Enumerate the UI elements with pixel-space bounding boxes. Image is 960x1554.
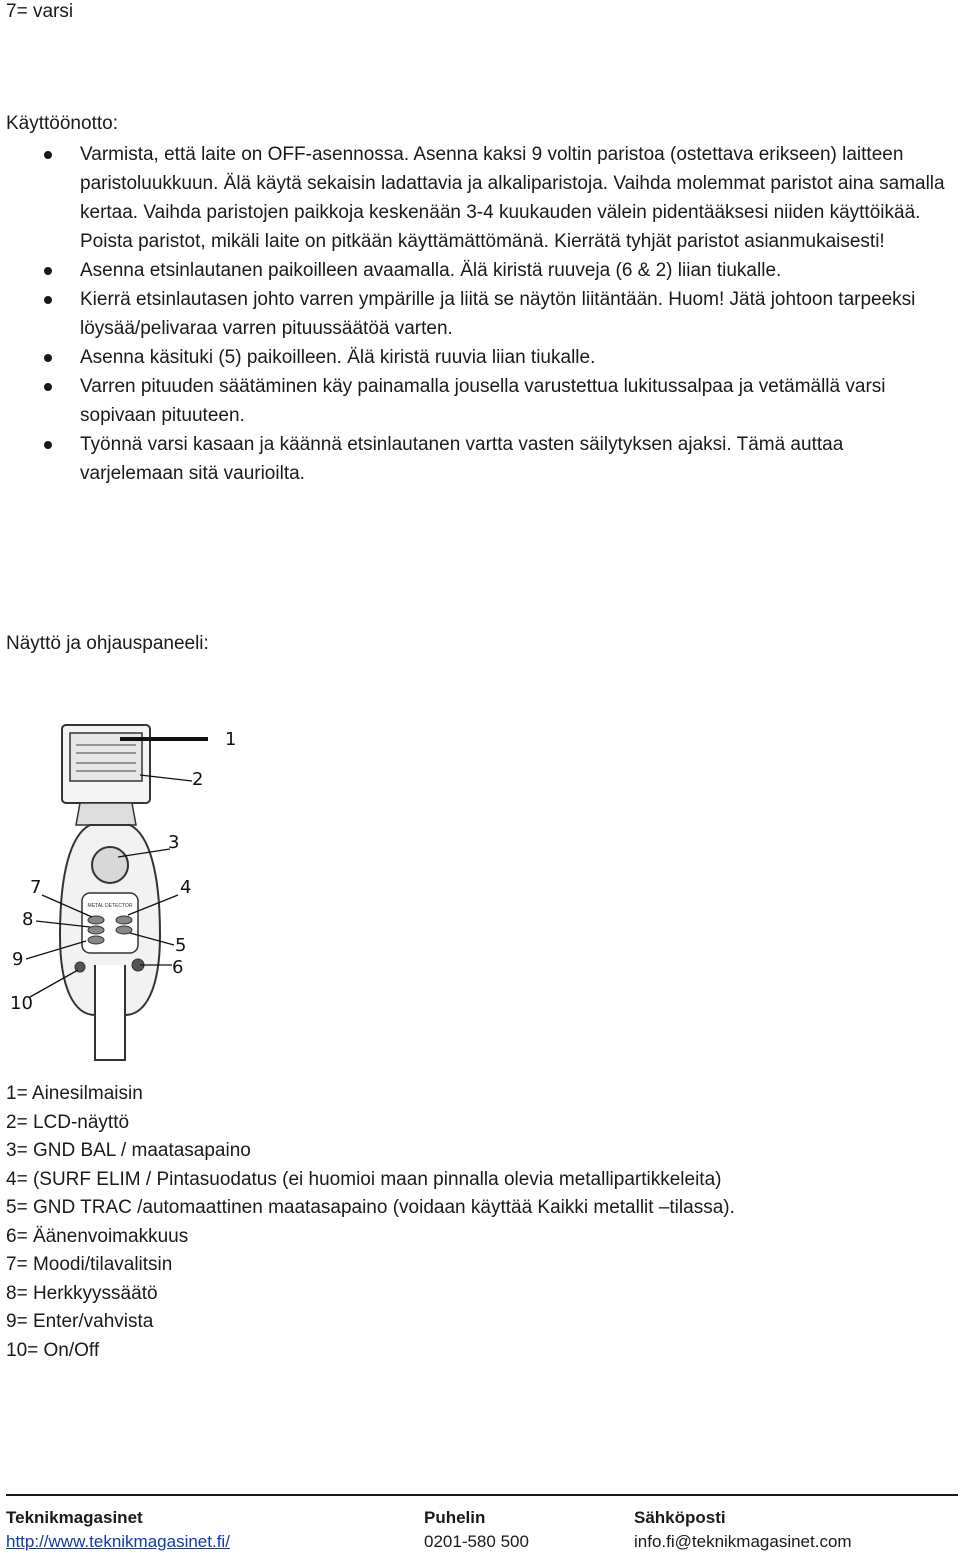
legend-item: 7= Moodi/tilavalitsin: [6, 1254, 173, 1275]
callout-3: 3: [168, 832, 180, 853]
callout-7: 7: [30, 877, 42, 898]
gnd-bal-knob: [92, 847, 128, 883]
callout-8: 8: [22, 909, 34, 930]
bullet-icon: [44, 354, 52, 362]
setup-list: [0, 140, 950, 488]
legend-item: 9= Enter/vahvista: [6, 1311, 154, 1332]
legend-item: 10= On/Off: [6, 1339, 100, 1361]
bullet-icon: [44, 151, 52, 159]
footer-email-label: Sähköposti: [634, 1508, 726, 1527]
legend-item: 2= LCD-näyttö: [6, 1111, 130, 1133]
legend-item: 3= GND BAL / maatasapaino: [6, 1140, 251, 1161]
panel-heading: Näyttö ja ohjauspaneeli:: [6, 633, 209, 654]
list-item: Kierrä etsinlautasen johto varren ympärille ja liitä se näytön liitäntään. Huom! Jätä johtoon tarpeeksi löysää/pelivaraa varren pituussäätöä varten.: [0, 285, 950, 343]
footer-phone: [424, 1506, 529, 1554]
bullet-icon: [44, 441, 52, 449]
footer-company-label: Teknikmagasinet: [6, 1508, 143, 1527]
callout-10: 10: [10, 993, 33, 1014]
footer-phone-value: 0201-580 500: [424, 1532, 529, 1551]
list-item: Varren pituuden säätäminen käy painamalla jousella varustettua lukitussalpaa ja vetämällä varsi sopivaan pituuteen.: [0, 372, 950, 430]
bullet-icon: [44, 296, 52, 304]
legend-item: 1= Ainesilmaisin: [6, 1083, 143, 1104]
footer-company: [6, 1506, 230, 1554]
legend-item: 5= GND TRAC /automaattinen maatasapaino (voidaan käyttää Kaikki metallit –tilassa).: [6, 1197, 735, 1218]
list-item: Työnnä varsi kasaan ja käännä etsinlautanen vartta vasten säilytyksen ajaksi. Tämä auttaa varjelemaan sitä vaurioilta.: [0, 430, 950, 488]
callout-2: 2: [192, 769, 204, 790]
setup-heading: Käyttöönotto:: [6, 113, 118, 134]
footer-email-value: info.fi@teknikmagasinet.com: [634, 1532, 852, 1551]
callout-1: 1: [225, 729, 237, 750]
intro-line: 7= varsi: [6, 1, 74, 22]
device-diagram: [0, 715, 300, 1070]
footer-email: [634, 1506, 852, 1554]
callout-4: 4: [180, 877, 192, 898]
device-label: METAL DETECTOR: [87, 903, 133, 909]
callout-6: 6: [172, 957, 184, 978]
footer-divider: [6, 1494, 958, 1496]
list-item: Asenna etsinlautanen paikoilleen avaamalla. Älä kiristä ruuveja (6 & 2) liian tiukalle.: [0, 256, 950, 285]
handle-body: [60, 825, 160, 1060]
callout-5: 5: [175, 935, 187, 956]
footer-website-link[interactable]: http://www.teknikmagasinet.fi/: [6, 1532, 230, 1551]
bullet-icon: [44, 383, 52, 391]
bullet-icon: [44, 267, 52, 275]
legend-item: 6= Äänenvoimakkuus: [6, 1225, 189, 1247]
callout-9: 9: [12, 949, 24, 970]
footer-phone-label: Puhelin: [424, 1508, 486, 1527]
legend-item: 4= (SURF ELIM / Pintasuodatus (ei huomioi maan pinnalla olevia metallipartikkeleita): [6, 1168, 722, 1190]
legend-item: 8= Herkkyyssäätö: [6, 1282, 158, 1304]
list-item: Varmista, että laite on OFF-asennossa. Asenna kaksi 9 voltin paristoa (ostettava erikseen) laitteen paristoluukkuun. Älä käytä sekaisin ladattavia ja alkaliparistoja. Vaihda molemmat paristot aina samalla kertaa. Vaihda paristojen paikkoja keskenään 3-4 kuukauden välein pidentääksesi niiden käyttöikää. Poista paristot, mikäli laite on pitkään käyttämättömänä. Kierrätä tyhjät paristot asianmukaisesti!: [0, 140, 950, 256]
legend-list: [6, 1080, 735, 1365]
list-item: Asenna käsituki (5) paikoilleen. Älä kiristä ruuvia liian tiukalle.: [0, 343, 950, 372]
